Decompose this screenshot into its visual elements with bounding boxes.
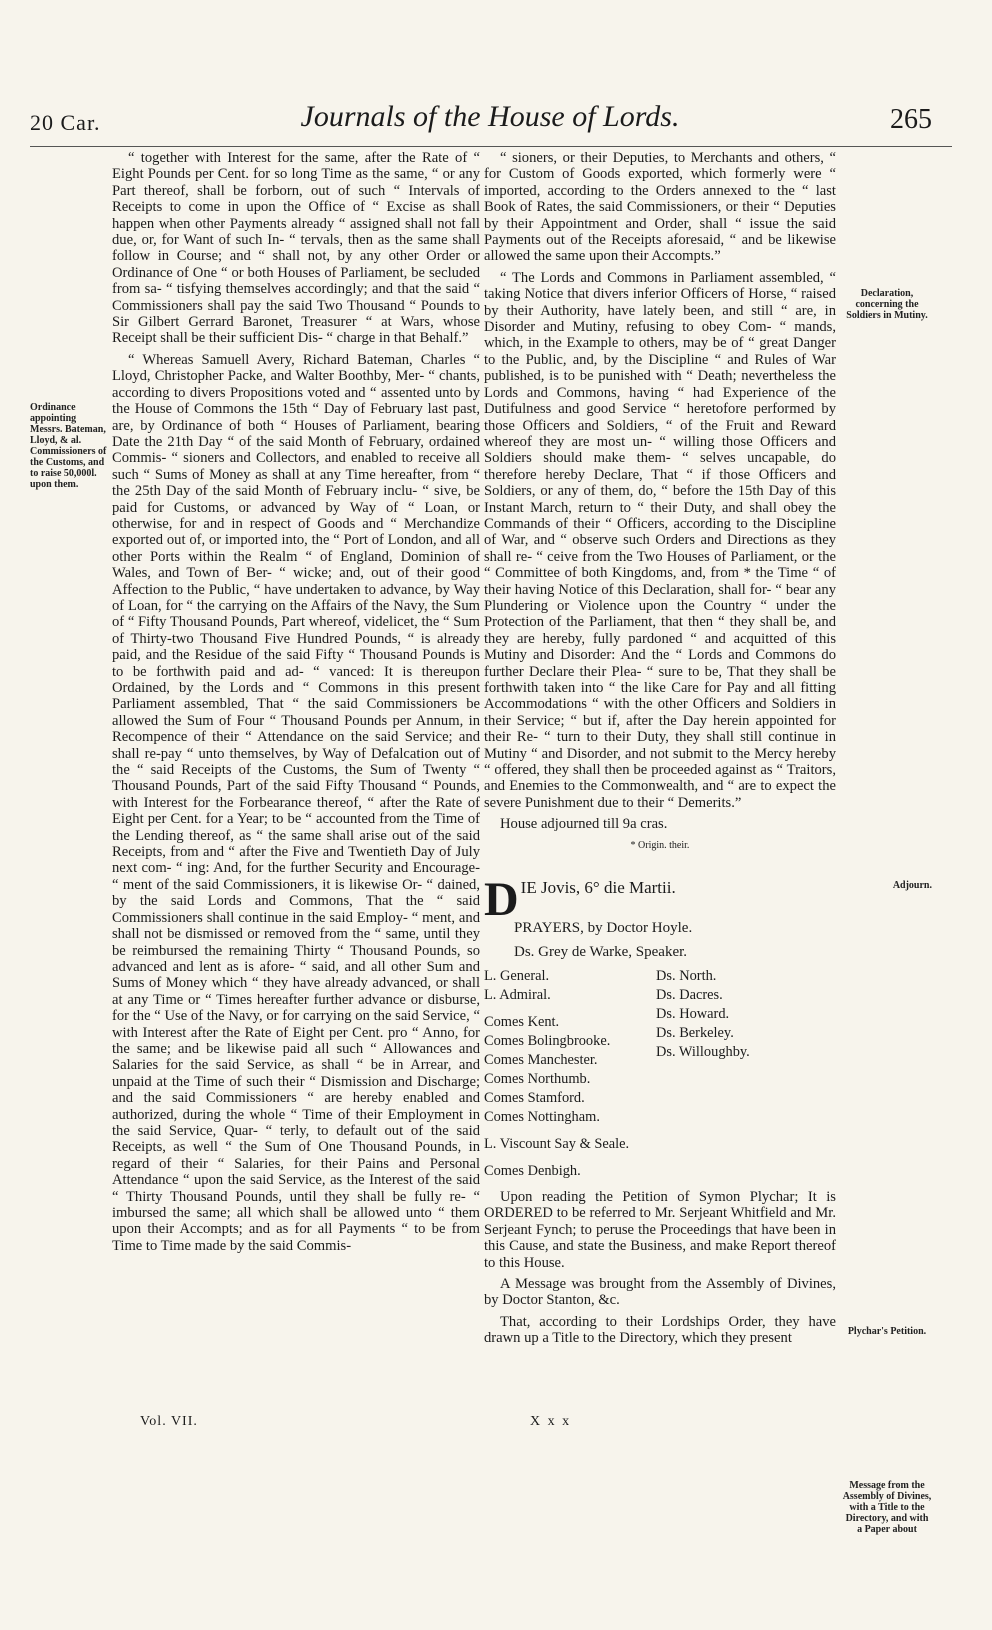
attendee: L. Viscount Say & Seale. [484,1135,630,1152]
signature-mark: X x x [530,1414,572,1429]
attendance-right [656,967,806,1181]
paragraph-plychar: Upon reading the Petition of Symon Plychar; It is ORDERED to be referred to Mr. Serjeant Whitfield and Mr. Serjeant Fynch; to peruse the Proceedings that have been in this Cause, and state the Business, and make Report thereof to this House. [484,1188,836,1271]
drop-cap: D [484,873,519,927]
paragraph-ordinance: “ Whereas Samuell Avery, Richard Bateman, Charles “ Lloyd, Christopher Packe, and Walter Boothby, Mer- “ chants, according to divers Propositions voted and “ assented unto by the House of Commons the 15th “ Day of February last past, are, by Ordinance of both “ Houses of Parliament, bearing Date the 21th Day “ of the said Month of February, ordained Commis- “ sioners and Collectors, and enabled to receive all such “ Sums of Money as shall at any Time hereafter, from “ the 25th Day of the said Month of February inclu- “ sive, be paid for Customs, or advanced by Way of “ Loan, or otherwise, for and in respect of Goods and “ Merchandize exported out of, or imported into, the “ Port of London, and all other Ports within the Realm “ of England, Dominion of Wales, and Town of Ber- “ wicke; and, out of their good Affection to the Public, “ have undertaken to advance, by Way of Loan, for “ the carrying on the Affairs of the Navy, the Sum of “ Fifty Thousand Pounds, Part whereof, videlicet, the “ Sum of Thirty-two Thousand Five Hundred Pounds, “ is already paid, and the Residue of the said Fifty “ Thousand Pounds is to be forthwith paid and ad- “ vanced: It is thereupon Ordained, by the Lords and “ Commons in this present Parliament assembled, That “ the said Commissioners be allowed the Sum of Four “ Thousand Pounds per Annum, in Recompence of their “ Attendance on the said Service; and shall re-pay “ unto themselves, by Way of Defalcation out of the “ said Receipts of the Customs, the Sum of Twenty “ Thousand Pounds, Part of the said Fifty Thousand “ Pounds, with Interest for the Forbearance thereof, “ after the Rate of Eight per Cent. for a Year; to be “ accounted from the Time of the Lending thereof, as “ the same shall arise out of the said Receipts, from and “ after the Five and Twentieth Day of July next com- “ ing: And, for the further Security and Encourage- “ ment of the said Commissioners, it is likewise Or- “ dained, by the said Lords and Commons, That the “ said Commissioners shall continue in the said Employ- “ ment, and shall not be dismissed or removed from the “ same, until they be reimbursed the remaining Thirty “ Thousand Pounds, so advanced and lent as is afore- “ said, and all other Sum and Sums of Money which “ they have already advanced, or shall at any Time or “ Times hereafter further advance or disburse, for the “ Use of the Navy, or for carrying on the said Service, “ with Interest after the Rate of Eight per Cent. pro “ Anno, for the same; and be likewise paid all such “ Allowances and Salaries for the said Service, as shall “ be in Arrear, and unpaid at the Time of such their “ Dismission and Discharge; and the said Commissioners “ are hereby enabled and authorized, during the whole “ Time of their Employment in the said Service, Quar- “ terly, to default out of the said Receipts, as well “ the Sum of One Thousand Pounds, in regard of their “ Salaries, for their Pains and Personal Attendance “ upon the said Service, as the Interest of the said “ Thirty Thousand Pounds, until they shall be fully re- “ imbursed the same; all which shall be allowed unto “ them upon their Accompts; and as for all Payments “ to be from Time to Time made by the said Commis- [112,351,480,1254]
adjourned-line: House adjourned till 9a cras. [500,816,668,833]
paragraph-declaration: “ The Lords and Commons in Parliament assembled, “ taking Notice that divers inferior Officers of Horse, “ raised by their Authority, have lately been, and still “ are, in Disorder and Mutiny, refusing to obey Com- “ mands, which, in the Example to others, may be of “ great Danger to the Public, and, by the Discipline “ and Rules of War published, is to be punished with “ Death; nevertheless the Lords and Commons, having “ had Experience of the Dutifulness and good Service “ heretofore performed by those Officers and Soldiers, “ of the Fruit and Reward whereof they are most un- “ willing those Officers and Soldiers should make them- “ selves uncapable, do therefore hereby Declare, That “ if those Officers and Soldiers, or any of them, do, “ before the 15th Day of this Instant March, return to “ their Duty, and shall obey the Commands of their “ Officers, according to the Discipline of War, and “ observe such Orders and Directions as they shall re- “ ceive from the Two Houses of Parliament, or the “ Committee of both Kingdoms, and, from * the Time “ of their having Notice of this Declaration, shall for- “ bear any Plundering or Violence upon the Country “ under the Protection of the Parliament, that then “ they shall be, and they are hereby, fully pardoned “ and acquitted of this Mutiny and Disorder: And the “ Lords and Commons do further Declare their Plea- “ sure to be, That they shall be forthwith taken into “ the like Care for Pay and all fitting Accommodations “ with the other Officers and Soldiers in their Service; “ but if, after the Day herein appointed for their Re- “ turn to their Duty, they shall still continue in Mutiny “ and Disorder, and not submit to the Mercy hereby “ offered, they shall then be proceeded against as “ Traitors, and Enemies to the Commonwealth, and “ are to expect the severe Punishment due to their “ Demerits.” [484,269,836,811]
header-rule [30,146,952,147]
margin-note-ordinance: Ordinance appointing Messrs. Bateman, Lloyd, & al. Commissioners of the Customs, and to raise 50,000l. upon them. [30,402,107,490]
attendee: L. General. [484,967,550,984]
attendee: Comes Kent. [484,1013,560,1030]
attendance-gap [484,1005,656,1013]
attendee: Ds. Willoughby. [656,1043,750,1060]
attendee: L. Admiral. [484,986,551,1003]
attendee: Ds. Dacres. [656,986,723,1003]
right-column [484,150,836,1352]
attendee: Ds. Howard. [656,1005,730,1022]
attendance-list [484,967,836,1181]
attendee: Ds. Berkeley. [656,1024,734,1041]
margin-note-message: Message from the Assembly of Divines, with a Title to the Directory, and with a Paper about [842,1480,932,1535]
attendance-gap [484,1127,656,1135]
attendee: Comes Nottingham. [484,1108,600,1125]
attendance-left [484,967,656,1181]
attendee: Comes Bolingbrooke. [484,1032,611,1049]
volume-mark: Vol. VII. [140,1414,198,1429]
speaker-line: Ds. Grey de Warke, Speaker. [514,944,688,961]
attendee: Comes Manchester. [484,1051,598,1068]
margin-note-declaration: Declaration, concerning the Soldiers in Mutiny. [846,288,928,321]
footnote: * Origin. their. [630,839,690,851]
paragraph-interest: “ together with Interest for the same, after the Rate of “ Eight Pounds per Cent. for so long Time as the same, “ or any Part thereof, shall be forborn, out of such “ Intervals of Receipts to come in upon the Office of “ Excise as shall happen when other Payments already “ assigned shall not fall due, or, for Want of such In- “ tervals, then as the same shall follow in Course; and “ shall not, by any other Order or Ordinance of One “ or both Houses of Parliament, be secluded from sa- “ tisfying themselves accordingly; and that the said “ Commissioners shall pay the said Two Thousand “ Pounds to Sir Gilbert Gerrard Baronet, Treasurer “ at Wars, whose Receipt shall be their sufficient Dis- “ charge in that Behalf.” [112,150,480,347]
left-column [112,150,480,1259]
attendee: Comes Denbigh. [484,1162,581,1179]
margin-note-adjourn: Adjourn. [892,880,932,891]
date-heading-text: IE Jovis, 6° die Martii. [520,878,676,898]
margin-note-plychar: Plychar's Petition. [847,1326,927,1337]
paragraph-message: A Message was brought from the Assembly of Divines, by Doctor Stanton, &c. [484,1275,836,1309]
prayers-line: PRAYERS, by Doctor Hoyle. [514,920,693,937]
attendee: Comes Northumb. [484,1070,591,1087]
date-heading [484,873,836,927]
attendance-gap [484,1154,656,1162]
page-title: Journals of the House of Lords. [300,100,680,133]
paragraph-title: That, according to their Lordships Order, they have drawn up a Title to the Directory, which they present [484,1313,836,1347]
paragraph-commissioners: “ sioners, or their Deputies, to Merchants and others, “ for Custom of Goods exported, which formerly were “ imported, according to the Orders annexed to the “ last Book of Rates, the said Commissioners, or their “ Deputies by their Appointment and Order, shall “ issue the said Payments out of the Receipts aforesaid, “ and be likewise allowed the same upon their Accompts.” [484,150,836,265]
header-regnal-year: 20 Car. [30,110,101,135]
attendee: Comes Stamford. [484,1089,585,1106]
page-number: 265 [890,104,932,135]
attendee: Ds. North. [656,967,717,984]
